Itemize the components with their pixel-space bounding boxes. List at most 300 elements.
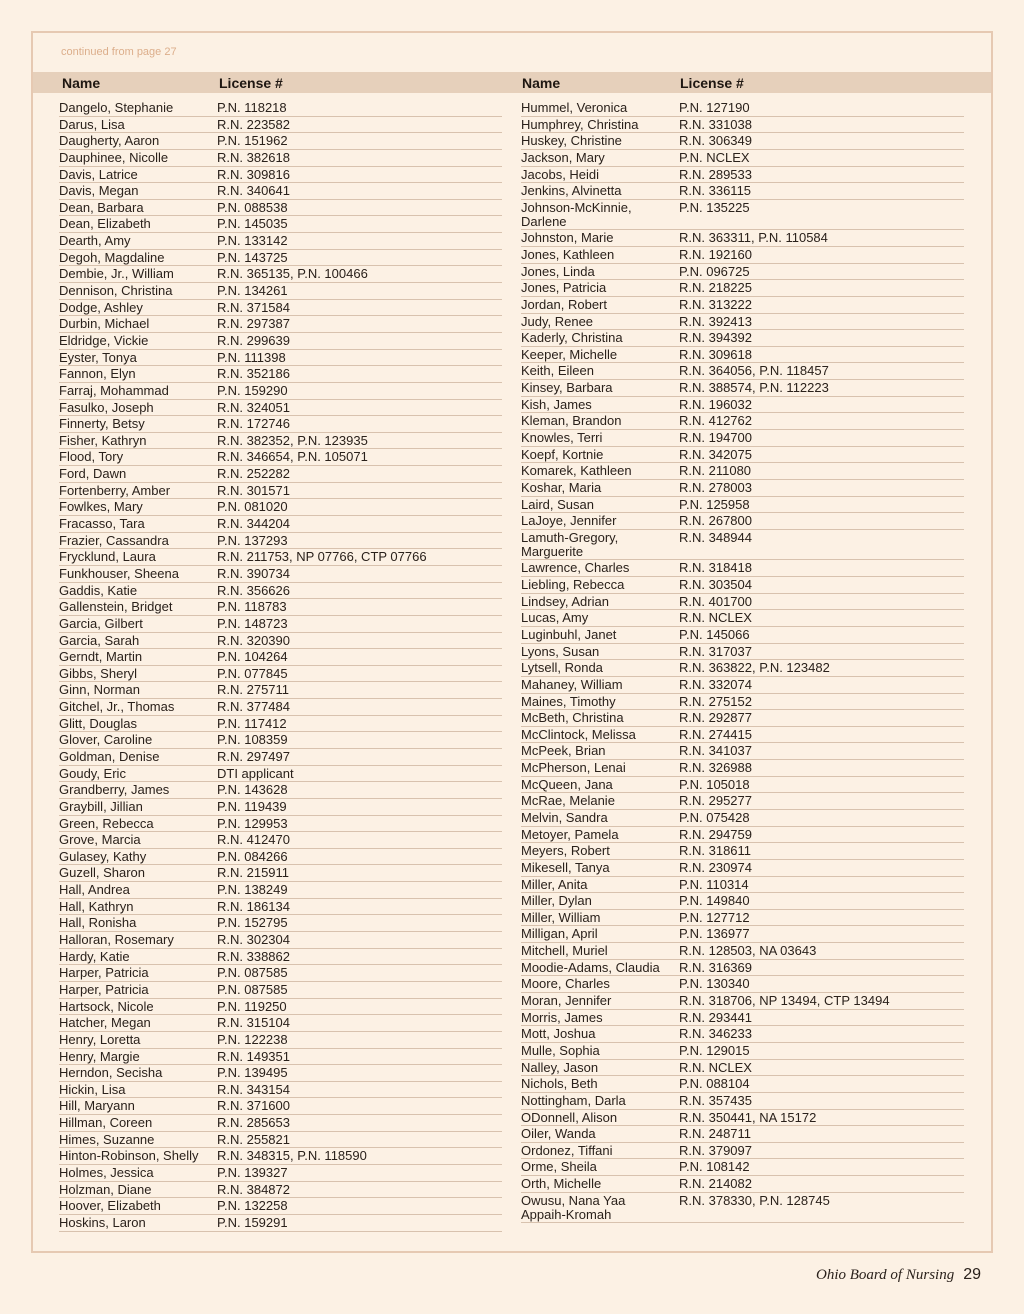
licensee-name: Gibbs, Sheryl	[59, 665, 138, 681]
license-number: R.N. 295277	[679, 793, 752, 809]
list-item	[521, 100, 964, 117]
license-number: R.N. 302304	[217, 932, 290, 948]
licensee-name: Jones, Patricia	[521, 280, 607, 296]
licensee-name: Liebling, Rebecca	[521, 577, 625, 593]
license-number: P.N. 145035	[217, 216, 288, 232]
list-item	[59, 1065, 502, 1082]
licensee-name: Metoyer, Pamela	[521, 826, 619, 842]
list-item	[521, 117, 964, 134]
list-item	[59, 1182, 502, 1199]
licensee-name: Garcia, Sarah	[59, 632, 140, 648]
list-item	[521, 993, 964, 1010]
license-number: R.N. 346233	[679, 1026, 752, 1042]
license-number: R.N. 248711	[679, 1126, 752, 1142]
licensee-name: Nottingham, Darla	[521, 1092, 626, 1108]
licensee-name: Hoskins, Laron	[59, 1214, 146, 1230]
license-number: P.N. 133142	[217, 233, 288, 249]
list-item	[59, 899, 502, 916]
license-number: R.N. 172746	[217, 416, 290, 432]
licensee-name: Finnerty, Betsy	[59, 416, 145, 432]
license-number: R.N. 342075	[679, 446, 752, 462]
licensee-name: Gerndt, Martin	[59, 649, 143, 665]
list-item	[59, 782, 502, 799]
license-number: R.N. 149351	[217, 1048, 290, 1064]
licensee-name: Morris, James	[521, 1009, 603, 1025]
license-number: R.N. 230974	[679, 859, 752, 875]
license-number: R.N. 377484	[217, 699, 290, 715]
list-item	[521, 1026, 964, 1043]
list-item	[521, 330, 964, 347]
license-number: P.N. 139495	[217, 1065, 288, 1081]
license-number: P.N. 135225	[679, 199, 750, 215]
license-number: R.N. 315104	[217, 1015, 290, 1031]
list-item	[521, 447, 964, 464]
licensee-name: Himes, Suzanne	[59, 1131, 155, 1147]
right-name-header: Name	[522, 75, 561, 91]
list-item	[59, 832, 502, 849]
licensee-name: Moran, Jennifer	[521, 993, 612, 1009]
license-number: P.N. 134261	[217, 283, 288, 299]
licensee-name: Dearth, Amy	[59, 233, 131, 249]
left-name-header: Name	[62, 75, 101, 91]
licensee-name: Mikesell, Tanya	[521, 859, 610, 875]
license-number: R.N. 313222	[679, 296, 752, 312]
licensee-name: Jacobs, Heidi	[521, 166, 600, 182]
list-item	[59, 666, 502, 683]
page-footer	[816, 1266, 981, 1284]
licensee-name: Moodie-Adams, Claudia	[521, 959, 660, 975]
list-item	[521, 577, 964, 594]
list-item	[521, 363, 964, 380]
license-number: R.N. 320390	[217, 632, 290, 648]
list-item	[59, 599, 502, 616]
licensee-name: Eldridge, Vickie	[59, 332, 149, 348]
license-number: P.N. 118218	[217, 100, 287, 115]
licensee-name: Fisher, Kathryn	[59, 432, 147, 448]
licensee-name: Dangelo, Stephanie	[59, 100, 174, 115]
list-item	[59, 250, 502, 267]
licensee-name: Goudy, Eric	[59, 765, 126, 781]
license-number: R.N. 294759	[679, 826, 752, 842]
right-column-list	[521, 100, 964, 1223]
license-number: R.N. 128503, NA 03643	[679, 943, 817, 959]
licensee-name: Glitt, Douglas	[59, 715, 138, 731]
list-item	[521, 1110, 964, 1127]
license-number: R.N. 289533	[679, 166, 752, 182]
list-item	[521, 760, 964, 777]
licensee-name: Fowlkes, Mary	[59, 499, 143, 515]
page-number: 29	[963, 1266, 981, 1283]
license-number: R.N. NCLEX	[679, 1059, 752, 1075]
license-number: P.N. NCLEX	[679, 149, 750, 165]
list-item	[59, 849, 502, 866]
license-number: DTI applicant	[217, 765, 294, 781]
list-item	[59, 416, 502, 433]
licensee-name: McRae, Melanie	[521, 793, 615, 809]
list-item	[521, 380, 964, 397]
licensee-name: Lyons, Susan	[521, 643, 600, 659]
list-item	[59, 449, 502, 466]
license-number: R.N. 364056, P.N. 118457	[679, 363, 829, 379]
license-number: R.N. 192160	[679, 246, 752, 262]
list-item	[59, 932, 502, 949]
license-number: P.N. 084266	[217, 848, 288, 864]
licensee-name: Lamuth-Gregory, Marguerite	[521, 529, 619, 559]
list-item	[59, 366, 502, 383]
list-item	[59, 533, 502, 550]
licensee-name: Hillman, Coreen	[59, 1115, 153, 1131]
license-number: R.N. 371600	[217, 1098, 290, 1114]
list-item	[521, 560, 964, 577]
licensee-name: McPeek, Brian	[521, 743, 606, 759]
list-item	[521, 960, 964, 977]
list-item	[59, 383, 502, 400]
license-number: P.N. 130340	[679, 976, 750, 992]
license-number: R.N. 363311, P.N. 110584	[679, 230, 828, 246]
licensee-name: Goldman, Denise	[59, 748, 160, 764]
licensee-name: Keith, Eileen	[521, 363, 594, 379]
license-number: R.N. 390734	[217, 565, 290, 581]
license-number: R.N. 332074	[679, 676, 752, 692]
licensee-name: Jenkins, Alvinetta	[521, 183, 622, 199]
continued-note: continued from page 27	[61, 46, 177, 58]
license-number: R.N. 194700	[679, 430, 752, 446]
license-number: P.N. 136977	[679, 926, 750, 942]
license-number: R.N. 303504	[679, 577, 752, 593]
license-number: P.N. 122238	[217, 1031, 288, 1047]
license-number: P.N. 119439	[217, 798, 287, 814]
list-item	[521, 843, 964, 860]
right-license-header: License #	[680, 75, 744, 91]
list-item	[59, 499, 502, 516]
license-number: R.N. 401700	[679, 593, 752, 609]
licensee-name: Green, Rebecca	[59, 815, 154, 831]
license-number: P.N. 105018	[679, 776, 750, 792]
list-item	[59, 915, 502, 932]
licensee-name: Orme, Sheila	[521, 1159, 597, 1175]
left-license-header: License #	[219, 75, 283, 91]
licensee-name: ODonnell, Alison	[521, 1109, 618, 1125]
licensee-name: Miller, Dylan	[521, 893, 592, 909]
license-number: R.N. 356626	[217, 582, 290, 598]
licensee-name: Hinton-Robinson, Shelly	[59, 1148, 199, 1164]
list-item	[59, 716, 502, 733]
license-number: R.N. 285653	[217, 1115, 290, 1131]
license-number: R.N. 341037	[679, 743, 752, 759]
license-number: R.N. 382352, P.N. 123935	[217, 432, 368, 448]
list-item	[521, 910, 964, 927]
licensee-name: Meyers, Robert	[521, 843, 610, 859]
license-number: P.N. 138249	[217, 882, 288, 898]
licensee-name: Owusu, Nana Yaa Appaih-Kromah	[521, 1192, 626, 1222]
licensee-name: Kish, James	[521, 396, 592, 412]
list-item	[59, 1215, 502, 1232]
license-number: R.N. 338862	[217, 948, 290, 964]
list-item	[59, 616, 502, 633]
license-number: P.N. 159290	[217, 382, 288, 398]
list-item	[521, 1126, 964, 1143]
list-item	[521, 264, 964, 281]
licensee-name: Lindsey, Adrian	[521, 593, 609, 609]
list-item	[59, 816, 502, 833]
list-item	[59, 516, 502, 533]
licensee-name: Melvin, Sandra	[521, 809, 608, 825]
licensee-name: Mulle, Sophia	[521, 1042, 600, 1058]
licensee-name: Henry, Margie	[59, 1048, 140, 1064]
licensee-name: Milligan, April	[521, 926, 598, 942]
list-item	[521, 1143, 964, 1160]
list-item	[59, 882, 502, 899]
licensee-name: Fracasso, Tara	[59, 516, 145, 532]
licensee-name: Jordan, Robert	[521, 296, 607, 312]
license-number: P.N. 129015	[679, 1042, 750, 1058]
license-number: R.N. 267800	[679, 513, 752, 529]
licensee-name: Harper, Patricia	[59, 981, 149, 997]
license-number: R.N. 317037	[679, 643, 752, 659]
list-item	[59, 466, 502, 483]
list-item	[521, 513, 964, 530]
licensee-name: Kinsey, Barbara	[521, 380, 613, 396]
license-number: P.N. 119250	[217, 998, 287, 1014]
list-item	[521, 777, 964, 794]
license-number: P.N. 087585	[217, 965, 288, 981]
list-item	[59, 333, 502, 350]
list-item	[59, 1098, 502, 1115]
licensee-name: Humphrey, Christina	[521, 116, 639, 132]
list-item	[521, 497, 964, 514]
list-item	[59, 266, 502, 283]
licensee-name: Laird, Susan	[521, 496, 594, 512]
license-number: P.N. 108359	[217, 732, 288, 748]
licensee-name: Mott, Joshua	[521, 1026, 596, 1042]
list-item	[59, 216, 502, 233]
licensee-name: Dauphinee, Nicolle	[59, 149, 169, 165]
license-number: R.N. 218225	[679, 280, 752, 296]
license-number: P.N. 081020	[217, 499, 288, 515]
license-number: P.N. 139327	[217, 1165, 288, 1180]
licensee-name: Miller, William	[521, 909, 601, 925]
list-item	[521, 480, 964, 497]
licensee-name: Jones, Kathleen	[521, 246, 615, 262]
license-number: R.N. 278003	[679, 479, 752, 495]
list-item	[521, 660, 964, 677]
license-number: R.N. 326988	[679, 760, 752, 776]
licensee-name: McPherson, Lenai	[521, 760, 626, 776]
list-item	[59, 1165, 502, 1182]
list-item	[521, 877, 964, 894]
list-item	[521, 644, 964, 661]
list-item	[59, 100, 502, 117]
license-number: R.N. 412762	[679, 413, 752, 429]
licensee-name: Dean, Elizabeth	[59, 216, 151, 232]
licensee-name: McBeth, Christina	[521, 710, 624, 726]
license-number: R.N. 348944	[679, 529, 752, 545]
license-number: P.N. 118783	[217, 599, 287, 615]
license-number: R.N. 371584	[217, 299, 290, 315]
licensee-name: Daugherty, Aaron	[59, 133, 160, 149]
license-number: R.N. 352186	[217, 366, 290, 382]
license-number: P.N. 077845	[217, 665, 288, 681]
list-item	[59, 1032, 502, 1049]
licensee-name: Lucas, Amy	[521, 610, 589, 626]
license-number: P.N. 149840	[679, 893, 750, 909]
licensee-name: Johnston, Marie	[521, 230, 614, 246]
licensee-name: Hickin, Lisa	[59, 1081, 126, 1097]
left-column-list	[59, 100, 502, 1232]
licensee-name: Ginn, Norman	[59, 682, 140, 698]
list-item	[521, 943, 964, 960]
license-number: R.N. 344204	[217, 516, 290, 532]
license-number: R.N. 331038	[679, 116, 752, 132]
licensee-name: Gallenstein, Bridget	[59, 599, 173, 615]
list-item	[59, 633, 502, 650]
licensee-name: Judy, Renee	[521, 313, 594, 329]
licensee-name: Davis, Latrice	[59, 166, 138, 182]
licensee-name: Flood, Tory	[59, 449, 124, 465]
licensee-name: Dean, Barbara	[59, 199, 144, 215]
licensee-name: Maines, Timothy	[521, 693, 616, 709]
licensee-name: Hoover, Elizabeth	[59, 1198, 161, 1214]
list-item	[521, 463, 964, 480]
license-number: R.N. 211753, NP 07766, CTP 07766	[217, 549, 427, 565]
list-item	[59, 865, 502, 882]
license-number: R.N. 340641	[217, 183, 290, 199]
list-item	[59, 982, 502, 999]
list-item	[59, 300, 502, 317]
licensee-name: Ordonez, Tiffani	[521, 1142, 613, 1158]
licensee-name: Garcia, Gilbert	[59, 615, 143, 631]
license-number: R.N. 363822, P.N. 123482	[679, 660, 830, 676]
list-item	[521, 183, 964, 200]
list-item	[59, 682, 502, 699]
list-item	[59, 1132, 502, 1149]
list-item	[521, 247, 964, 264]
list-item	[521, 743, 964, 760]
licensee-name: McQueen, Jana	[521, 776, 613, 792]
license-number: P.N. 159291	[217, 1214, 288, 1230]
licensee-name: Funkhouser, Sheena	[59, 565, 179, 581]
licensee-name: Fortenberry, Amber	[59, 482, 171, 498]
license-number: R.N. 306349	[679, 133, 752, 149]
license-number: R.N. 223582	[217, 116, 290, 132]
license-number: R.N. 392413	[679, 313, 752, 329]
list-item	[521, 827, 964, 844]
license-number: R.N. 293441	[679, 1009, 752, 1025]
licensee-name: LaJoye, Jennifer	[521, 513, 617, 529]
license-number: R.N. 357435	[679, 1092, 752, 1108]
list-item	[521, 314, 964, 331]
license-number: R.N. 394392	[679, 330, 752, 346]
list-item	[521, 677, 964, 694]
licensee-name: Orth, Michelle	[521, 1176, 602, 1192]
list-item	[59, 150, 502, 167]
list-item	[59, 1148, 502, 1165]
license-number: P.N. 127190	[679, 100, 750, 115]
list-item	[521, 150, 964, 167]
licensee-name: Dodge, Ashley	[59, 299, 143, 315]
list-item	[59, 183, 502, 200]
list-item	[521, 1176, 964, 1193]
licensee-name: Miller, Anita	[521, 876, 588, 892]
licensee-name: McClintock, Melissa	[521, 726, 636, 742]
list-item	[521, 1093, 964, 1110]
license-number: P.N. 125958	[679, 496, 750, 512]
license-number: P.N. 111398	[217, 349, 286, 365]
license-number: P.N. 096725	[679, 263, 750, 279]
licensee-name: Frycklund, Laura	[59, 549, 156, 565]
license-number: P.N. 137293	[217, 532, 288, 548]
list-item	[59, 749, 502, 766]
license-number: R.N. 292877	[679, 710, 752, 726]
licensee-name: Moore, Charles	[521, 976, 610, 992]
licensee-name: Durbin, Michael	[59, 316, 150, 332]
licensee-name: Koepf, Kortnie	[521, 446, 604, 462]
licensee-name: Hall, Kathryn	[59, 898, 134, 914]
list-item	[521, 710, 964, 727]
list-item	[59, 999, 502, 1016]
licensee-name: Oiler, Wanda	[521, 1126, 596, 1142]
list-item	[59, 483, 502, 500]
list-item	[59, 283, 502, 300]
licensee-name: Dennison, Christina	[59, 283, 173, 299]
list-item	[521, 1076, 964, 1093]
list-item	[521, 727, 964, 744]
licensee-name: Holmes, Jessica	[59, 1165, 154, 1180]
licensee-name: Kleman, Brandon	[521, 413, 622, 429]
list-item	[521, 926, 964, 943]
licensee-name: Gaddis, Katie	[59, 582, 138, 598]
licensee-name: Holzman, Diane	[59, 1181, 152, 1197]
list-item	[521, 167, 964, 184]
list-item	[521, 1159, 964, 1176]
license-number: R.N. NCLEX	[679, 610, 752, 626]
license-number: R.N. 365135, P.N. 100466	[217, 266, 368, 282]
list-item	[521, 530, 964, 561]
licensee-name: Harper, Patricia	[59, 965, 149, 981]
license-number: R.N. 309618	[679, 346, 752, 362]
licensee-name: Hummel, Veronica	[521, 100, 628, 115]
licensee-name: Hill, Maryann	[59, 1098, 135, 1114]
list-item	[59, 1082, 502, 1099]
license-number: R.N. 274415	[679, 726, 752, 742]
license-number: R.N. 275711	[217, 682, 290, 698]
licensee-name: Fasulko, Joseph	[59, 399, 154, 415]
list-item	[521, 1193, 964, 1224]
licensee-name: Grove, Marcia	[59, 832, 141, 848]
list-item	[521, 133, 964, 150]
licensee-name: Glover, Caroline	[59, 732, 153, 748]
licensee-name: Hatcher, Megan	[59, 1015, 151, 1031]
licensee-name: Hartsock, Nicole	[59, 998, 154, 1014]
publication-name: Ohio Board of Nursing	[815, 1267, 955, 1283]
license-number: R.N. 255821	[217, 1131, 290, 1147]
list-item	[59, 316, 502, 333]
license-number: P.N. 129953	[217, 815, 288, 831]
list-item	[59, 167, 502, 184]
license-number: P.N. 117412	[217, 715, 287, 731]
license-number: P.N. 104264	[217, 649, 288, 665]
list-item	[59, 699, 502, 716]
license-number: R.N. 275152	[679, 693, 752, 709]
list-item	[59, 1049, 502, 1066]
license-number: R.N. 214082	[679, 1176, 752, 1192]
list-item	[521, 860, 964, 877]
licensee-name: Mitchell, Muriel	[521, 943, 608, 959]
license-number: P.N. 087585	[217, 981, 288, 997]
licensee-name: Frazier, Cassandra	[59, 532, 169, 548]
list-item	[521, 1010, 964, 1027]
table-header-bar	[33, 72, 991, 93]
